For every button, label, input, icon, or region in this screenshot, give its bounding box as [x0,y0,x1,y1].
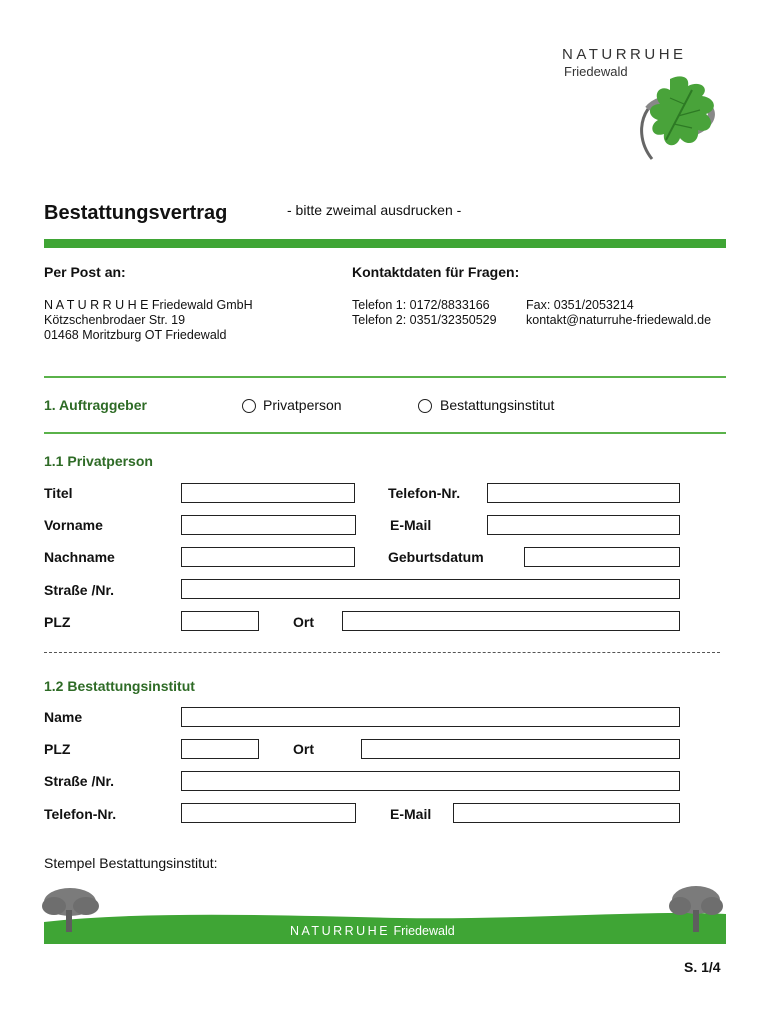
vorname-label: Vorname [44,517,103,533]
institut-ort-field[interactable] [361,739,680,759]
institut-strasse-field[interactable] [181,771,680,791]
plz-label: PLZ [44,614,71,630]
contact-fax: Fax: 0351/2053214 [526,298,634,312]
ort-field[interactable] [342,611,680,631]
contact-heading: Kontaktdaten für Fragen: [352,264,520,280]
telefon-field[interactable] [487,483,680,503]
footer-banner [0,880,770,950]
post-address-line1: N A T U R R U H E Friedewald GmbH [44,298,253,312]
institut-ort-label: Ort [293,741,314,757]
contact-phone2: Telefon 2: 0351/32350529 [352,313,497,327]
section1-top-line [44,376,726,378]
nachname-label: Nachname [44,549,115,565]
institut-plz-field[interactable] [181,739,259,759]
institut-email-label: E-Mail [390,806,432,822]
section11-title: 1.1 Privatperson [44,453,153,469]
institut-plz-label: PLZ [44,741,71,757]
institut-telefon-field[interactable] [181,803,356,823]
vorname-field[interactable] [181,515,356,535]
institut-telefon-label: Telefon-Nr. [44,806,117,822]
footer-brand-main: NATURRUHE [290,924,391,938]
title-divider [44,239,726,248]
tree-left-icon [40,884,104,934]
section1-bottom-line [44,432,726,434]
contact-email: kontakt@naturruhe-friedewald.de [526,313,712,327]
radio-privatperson[interactable] [242,399,256,413]
plz-field[interactable] [181,611,259,631]
institut-strasse-label: Straße /Nr. [44,773,115,789]
tree-right-icon [666,882,726,934]
contact-phone1: Telefon 1: 0172/8833166 [352,298,490,312]
section1-title: 1. Auftraggeber [44,397,147,413]
telefon-label: Telefon-Nr. [388,485,461,501]
post-heading: Per Post an: [44,264,126,280]
geburtsdatum-field[interactable] [524,547,680,567]
email-label: E-Mail [390,517,432,533]
ort-label: Ort [293,614,314,630]
footer-brand-sub: Friedewald [393,924,455,938]
page-title: Bestattungsvertrag [44,202,228,224]
post-address-line2: Kötzschenbrodaer Str. 19 [44,313,186,327]
footer-brand [290,924,455,938]
radio-privatperson-label: Privatperson [263,397,342,413]
email-field[interactable] [487,515,680,535]
logo-subtitle: Friedewald [564,64,628,79]
strasse-field[interactable] [181,579,680,599]
radio-bestattungsinstitut-label: Bestattungsinstitut [440,397,555,413]
strasse-label: Straße /Nr. [44,582,115,598]
print-note: - bitte zweimal ausdrucken - [287,202,462,218]
institut-name-label: Name [44,709,83,725]
section12-title: 1.2 Bestattungsinstitut [44,678,195,694]
section-separator [44,652,720,653]
logo-wordmark: NATURRUHE [562,46,687,63]
institut-name-field[interactable] [181,707,680,727]
stempel-label: Stempel Bestattungsinstitut: [44,855,218,871]
radio-bestattungsinstitut[interactable] [418,399,432,413]
post-address-line3: 01468 Moritzburg OT Friedewald [44,328,227,342]
oak-leaf-icon [630,54,730,162]
institut-email-field[interactable] [453,803,680,823]
titel-field[interactable] [181,483,355,503]
geburtsdatum-label: Geburtsdatum [388,549,484,565]
nachname-field[interactable] [181,547,355,567]
page-number: S. 1/4 [684,959,721,975]
logo [560,44,730,164]
titel-label: Titel [44,485,73,501]
